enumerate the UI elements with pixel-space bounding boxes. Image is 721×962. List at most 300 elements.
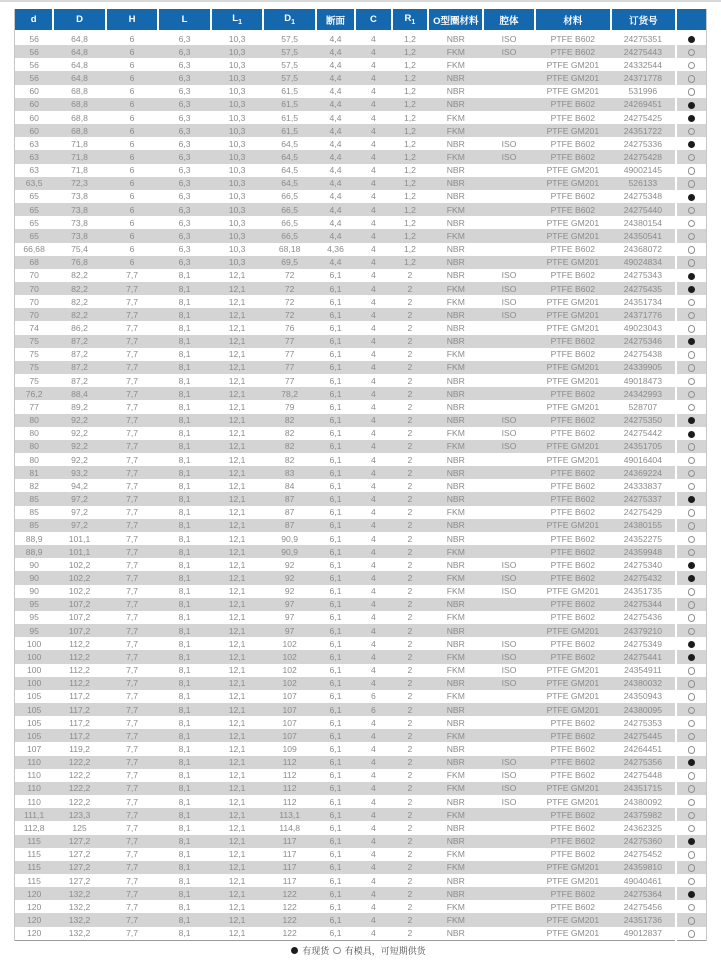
cell-L1: 12,1	[228, 638, 246, 649]
availability-cell	[676, 374, 706, 387]
cell-oring_material: FKM	[446, 349, 465, 360]
cell-material: PTFE B602	[550, 99, 596, 110]
cell-L: 8,1	[178, 270, 191, 281]
cell-D1: 87	[284, 494, 295, 505]
cell-L1: 12,1	[228, 875, 246, 886]
cell-D: 102,2	[68, 559, 91, 570]
availability-filled-icon	[688, 286, 695, 293]
cell-oring_material: NBR	[446, 704, 465, 715]
cell-oring_material: NBR	[446, 86, 465, 97]
cell-oring_material: NBR	[446, 717, 465, 728]
cell-order_no: 24275360	[623, 836, 662, 847]
cell-L1: 12,1	[228, 283, 246, 294]
cell-R1: 1,2	[403, 191, 416, 202]
availability-cell	[676, 769, 706, 782]
cell-cavity	[483, 335, 534, 348]
cell-order_no: 49018473	[623, 375, 662, 386]
cell-D1: 79	[284, 401, 295, 412]
availability-open-icon	[688, 785, 696, 793]
col-header-oring_material: O型圈材料	[428, 9, 483, 31]
cell-section: 6,1	[329, 467, 342, 478]
availability-open-icon	[688, 667, 696, 675]
cell-D1: 92	[284, 559, 295, 570]
cell-cavity	[483, 690, 534, 703]
availability-cell	[676, 308, 706, 321]
cell-L1: 12,1	[228, 691, 246, 702]
table-row	[15, 716, 706, 729]
availability-cell	[676, 558, 706, 571]
cell-C: 4	[370, 309, 376, 320]
cell-H: 6	[129, 178, 135, 189]
cell-d: 80	[29, 454, 39, 465]
cell-H: 7,7	[126, 388, 139, 399]
cell-D: 132,2	[68, 915, 91, 926]
cell-oring_material: FKM	[446, 125, 465, 136]
cell-R1: 1,2	[403, 99, 416, 110]
cell-cavity: ISO	[501, 283, 517, 294]
cell-L: 8,1	[178, 309, 191, 320]
cell-C: 4	[370, 191, 376, 202]
availability-filled-icon	[688, 36, 695, 43]
cell-L1: 12,1	[228, 533, 246, 544]
cell-H: 7,7	[126, 494, 139, 505]
cell-C: 4	[370, 401, 376, 412]
cell-D1: 61,5	[281, 99, 298, 110]
cell-section: 6,1	[329, 599, 342, 610]
cell-C: 4	[370, 230, 376, 241]
cell-L: 8,1	[178, 494, 191, 505]
cell-R1: 2	[407, 849, 413, 860]
cell-oring_material: NBR	[446, 757, 465, 768]
availability-cell	[676, 387, 706, 400]
cell-D: 68,8	[71, 86, 88, 97]
cell-D1: 61,5	[281, 112, 298, 123]
cell-d: 65	[29, 230, 39, 241]
cell-D: 73,8	[71, 204, 88, 215]
table-row	[15, 335, 706, 348]
cell-L1: 12,1	[228, 309, 246, 320]
cell-cavity: ISO	[501, 415, 517, 426]
cell-H: 7,7	[126, 744, 139, 755]
cell-L1: 12,1	[228, 572, 246, 583]
availability-cell	[676, 150, 706, 163]
table-row	[15, 295, 706, 308]
col-header-material: 材料	[535, 9, 612, 31]
table-row	[15, 558, 706, 571]
cell-R1: 1,2	[403, 204, 416, 215]
cell-oring_material: NBR	[446, 836, 465, 847]
catalog-page	[0, 9, 721, 962]
cell-D: 117,2	[69, 717, 90, 728]
cell-R1: 1,2	[403, 257, 416, 268]
cell-d: 115	[27, 875, 41, 886]
cell-d: 60	[29, 86, 39, 97]
cell-L1: 12,1	[228, 625, 246, 636]
cell-d: 110	[27, 770, 41, 781]
availability-open-icon	[688, 522, 696, 530]
col-header-section: 断面	[316, 9, 355, 31]
cell-L1: 10,3	[228, 59, 246, 70]
cell-oring_material: NBR	[446, 467, 465, 478]
cell-L1: 10,3	[228, 112, 246, 123]
cell-H: 6	[129, 151, 135, 162]
cell-D: 71,8	[71, 138, 88, 149]
cell-oring_material: NBR	[446, 257, 465, 268]
availability-open-icon	[688, 443, 696, 451]
cell-L1: 12,1	[228, 388, 246, 399]
cell-H: 7,7	[126, 586, 139, 597]
cell-D: 82,2	[71, 296, 88, 307]
cell-H: 6	[129, 204, 135, 215]
cell-H: 7,7	[126, 757, 139, 768]
cell-D1: 107	[282, 730, 297, 741]
table-row	[15, 400, 706, 413]
cell-order_no: 24380095	[623, 704, 662, 715]
cell-D1: 122	[263, 927, 316, 941]
availability-cell	[676, 650, 706, 663]
cell-D: 73,8	[71, 217, 88, 228]
cell-section: 6,1	[329, 875, 342, 886]
availability-open-icon	[688, 693, 696, 701]
cell-cavity	[483, 203, 534, 216]
cell-R1: 1,2	[403, 165, 416, 176]
cell-d: 112,8	[23, 822, 45, 833]
cell-d: 105	[26, 691, 42, 702]
table-row	[15, 532, 706, 545]
cell-L: 8,1	[178, 717, 191, 728]
availability-filled-icon	[688, 562, 695, 569]
cell-cavity	[483, 177, 534, 190]
cell-material: PTFE B602	[550, 349, 596, 360]
cell-section: 6,1	[329, 283, 342, 294]
cell-d: 70	[29, 296, 39, 307]
availability-open-icon	[688, 312, 696, 320]
cell-cavity	[483, 598, 534, 611]
cell-H: 6	[129, 86, 135, 97]
cell-H: 7,7	[126, 822, 139, 833]
table-row	[15, 703, 706, 716]
col-header-L1: $L_1$	[211, 9, 264, 31]
availability-open-icon	[688, 180, 696, 188]
cell-oring_material: NBR	[446, 73, 465, 84]
cell-H: 7,7	[126, 849, 139, 860]
cell-H: 6	[129, 99, 135, 110]
cell-H: 6	[129, 125, 135, 136]
cell-section: 6,1	[329, 651, 342, 662]
availability-cell	[676, 203, 706, 216]
availability-filled-icon	[688, 194, 695, 201]
cell-D1: 109	[282, 744, 297, 755]
cell-order_no: 49002145	[623, 165, 662, 176]
cell-d: 110	[27, 796, 41, 807]
cell-d: 60	[29, 125, 39, 136]
cell-section: 4,4	[329, 257, 342, 268]
cell-oring_material: NBR	[446, 270, 465, 281]
cell-d: 74	[29, 323, 39, 334]
availability-cell	[676, 98, 706, 111]
cell-C: 4	[370, 349, 376, 360]
availability-open-icon	[688, 628, 696, 636]
availability-open-icon	[688, 62, 696, 70]
cell-d: 90	[29, 572, 39, 583]
cell-C: 4	[370, 86, 376, 97]
cell-material: PTFE B602	[550, 138, 596, 149]
cell-oring_material: FKM	[446, 809, 465, 820]
cell-D1: 112	[282, 796, 297, 807]
cell-oring_material: NBR	[446, 638, 465, 649]
availability-filled-icon	[688, 496, 695, 503]
cell-material: PTFE B602	[550, 770, 596, 781]
cell-order_no: 24275435	[623, 283, 662, 294]
table-row	[15, 45, 706, 58]
cell-section: 6,1	[329, 507, 342, 518]
cell-C: 4	[370, 204, 376, 215]
cell-cavity: ISO	[501, 572, 517, 583]
cell-section: 6,1	[329, 612, 342, 623]
cell-D: 122,2	[68, 783, 91, 794]
cell-section: 6,1	[329, 901, 342, 912]
cell-D: 87,2	[71, 362, 88, 373]
cell-H: 7,7	[126, 362, 139, 373]
cell-D: 122,2	[68, 770, 91, 781]
cell-material: PTFE B602	[550, 112, 596, 123]
cell-D1: 122	[282, 888, 297, 899]
cell-oring_material: FKM	[446, 362, 465, 373]
cell-D1: 57,5	[281, 46, 298, 57]
availability-cell	[676, 808, 706, 821]
cell-section: 6,1	[329, 270, 342, 281]
availability-cell	[676, 519, 706, 532]
table-row	[15, 861, 706, 874]
cell-order_no: 24351736	[623, 915, 662, 926]
cell-cavity: ISO	[501, 428, 517, 439]
cell-section: 4,4	[329, 178, 342, 189]
cell-D: 125	[72, 822, 87, 833]
availability-open-icon	[688, 707, 696, 715]
cell-order_no: 24380092	[623, 796, 662, 807]
cell-cavity	[483, 532, 534, 545]
cell-cavity: ISO	[501, 441, 517, 452]
cell-d: 60	[29, 112, 39, 123]
cell-C: 4	[370, 796, 376, 807]
cell-d: 75	[29, 336, 39, 347]
cell-L: 8,1	[178, 586, 191, 597]
cell-L: 8,1	[178, 546, 191, 557]
availability-cell	[676, 861, 706, 874]
cell-D: 64,8	[71, 46, 88, 57]
availability-cell	[676, 229, 706, 242]
cell-section: 6,1	[329, 336, 342, 347]
cell-order_no: 49040461	[623, 875, 662, 886]
cell-D: 112,2	[69, 638, 90, 649]
availability-filled-icon	[688, 641, 695, 648]
cell-material: PTFE B602	[550, 480, 596, 491]
table-row	[15, 453, 706, 466]
cell-order_no: 24380155	[623, 520, 662, 531]
availability-cell	[676, 716, 706, 729]
cell-d: 100	[26, 665, 42, 676]
cell-D1: 82	[284, 454, 295, 465]
cell-C: 6	[370, 691, 376, 702]
availability-cell	[676, 887, 706, 900]
cell-D1: 122	[282, 901, 297, 912]
table-row	[15, 677, 706, 690]
cell-L1: 12,1	[228, 717, 246, 728]
cell-L: 8,1	[178, 862, 191, 873]
cell-R1: 2	[407, 822, 413, 833]
table-row	[15, 585, 706, 598]
cell-D1: 107	[282, 704, 297, 715]
availability-open-icon	[688, 904, 696, 912]
cell-D: 101,1	[68, 546, 91, 557]
cell-L1: 12,1	[228, 586, 246, 597]
cell-cavity: ISO	[501, 757, 517, 768]
availability-cell	[676, 571, 706, 584]
cell-section: 6,1	[329, 296, 342, 307]
cell-oring_material: NBR	[446, 559, 465, 570]
cell-L1: 12,1	[228, 612, 246, 623]
availability-open-icon	[688, 851, 696, 859]
cell-cavity: ISO	[501, 678, 517, 689]
availability-cell	[676, 598, 706, 611]
cell-L1: 12,1	[228, 375, 246, 386]
cell-d: 65	[29, 191, 39, 202]
availability-cell	[676, 664, 706, 677]
cell-L1: 12,1	[228, 783, 246, 794]
cell-order_no: 49016404	[623, 454, 662, 465]
availability-cell	[676, 453, 706, 466]
cell-oring_material: NBR	[446, 888, 465, 899]
cell-material: PTFE GM201	[546, 796, 600, 807]
cell-D: 75,4	[71, 244, 88, 255]
cell-H: 7,7	[126, 875, 139, 886]
col-header-H: H	[106, 9, 159, 31]
cell-L1: 12,1	[228, 454, 246, 465]
cell-R1: 2	[407, 336, 413, 347]
cell-D1: 122	[282, 915, 297, 926]
table-row	[15, 387, 706, 400]
table-row	[15, 203, 706, 216]
cell-d: 82	[29, 480, 39, 491]
cell-C: 4	[370, 480, 376, 491]
availability-open-icon	[688, 457, 696, 465]
cell-H: 7,7	[126, 375, 139, 386]
cell-order_no: 24275344	[623, 599, 662, 610]
cell-section: 6,1	[329, 349, 342, 360]
cell-cavity: ISO	[501, 46, 517, 57]
cell-section: 6,1	[316, 927, 355, 941]
cell-material: PTFE B602	[550, 717, 596, 728]
table-row	[15, 795, 706, 808]
cell-L1: 10,3	[228, 151, 246, 162]
table-row	[15, 637, 706, 650]
cell-C: 4	[370, 270, 376, 281]
cell-section: 4,4	[329, 112, 342, 123]
cell-order_no: 24351735	[623, 586, 662, 597]
cell-cavity	[483, 927, 534, 941]
cell-L1: 10,3	[228, 99, 246, 110]
cell-section: 4,4	[329, 33, 342, 44]
cell-R1: 1,2	[403, 138, 416, 149]
availability-filled-icon	[688, 575, 695, 582]
cell-L1: 12,1	[228, 757, 246, 768]
availability-open-icon	[688, 588, 696, 596]
legend-mold-label: 有模具，可短期供货	[344, 945, 426, 956]
cell-cavity	[483, 887, 534, 900]
cell-d: 85	[29, 520, 39, 531]
legend-filled-icon	[291, 947, 298, 954]
cell-H: 7,7	[126, 336, 139, 347]
cell-D1: 114,8	[279, 822, 301, 833]
table-row	[15, 374, 706, 387]
cell-section: 6,1	[329, 678, 342, 689]
table-row	[15, 913, 706, 926]
cell-material: PTFE GM201	[546, 59, 600, 70]
cell-L1: 10,3	[228, 217, 246, 228]
cell-D1: 117	[282, 849, 297, 860]
cell-section: 6,1	[329, 770, 342, 781]
cell-D1: 84	[284, 480, 295, 491]
cell-D1: 107	[282, 691, 297, 702]
table-row	[15, 611, 706, 624]
cell-D1: 61,5	[281, 86, 298, 97]
cell-cavity: ISO	[501, 270, 517, 281]
cell-C: 4	[370, 388, 376, 399]
cell-d: 115	[27, 849, 41, 860]
cell-D: 107,2	[68, 625, 91, 636]
cell-oring_material: NBR	[446, 599, 465, 610]
availability-cell	[676, 729, 706, 742]
cell-cavity	[483, 164, 534, 177]
table-row	[15, 466, 706, 479]
cell-H: 7,7	[126, 546, 139, 557]
cell-C: 6	[370, 704, 376, 715]
cell-R1: 2	[407, 651, 413, 662]
cell-d: 85	[29, 494, 39, 505]
cell-D1: 76	[284, 323, 295, 334]
availability-open-icon	[688, 720, 696, 728]
cell-d: 56	[29, 59, 39, 70]
cell-H: 7,7	[126, 507, 139, 518]
cell-cavity	[483, 361, 534, 374]
cell-L: 8,1	[178, 401, 191, 412]
cell-oring_material: FKM	[446, 651, 465, 662]
cell-C: 4	[370, 99, 376, 110]
availability-cell	[676, 256, 706, 269]
cell-L: 8,1	[178, 362, 191, 373]
cell-D: 132,2	[68, 888, 91, 899]
table-row	[15, 492, 706, 505]
cell-cavity	[483, 874, 534, 887]
cell-R1: 2	[407, 559, 413, 570]
cell-material: PTFE GM201	[546, 323, 600, 334]
cell-section: 6,1	[329, 822, 342, 833]
table-row	[15, 150, 706, 163]
cell-D1: 66,5	[281, 191, 298, 202]
cell-D: 71,8	[71, 165, 88, 176]
table-row	[15, 506, 706, 519]
cell-d: 111,1	[24, 809, 45, 820]
cell-material: PTFE GM201	[546, 915, 600, 926]
cell-oring_material: NBR	[446, 454, 465, 465]
availability-cell	[676, 295, 706, 308]
cell-D: 107,2	[68, 599, 91, 610]
cell-cavity	[483, 374, 534, 387]
table-header-row	[15, 9, 706, 31]
cell-oring_material: FKM	[446, 901, 465, 912]
cell-L: 8,1	[178, 336, 191, 347]
cell-order_no: 24275351	[623, 33, 662, 44]
